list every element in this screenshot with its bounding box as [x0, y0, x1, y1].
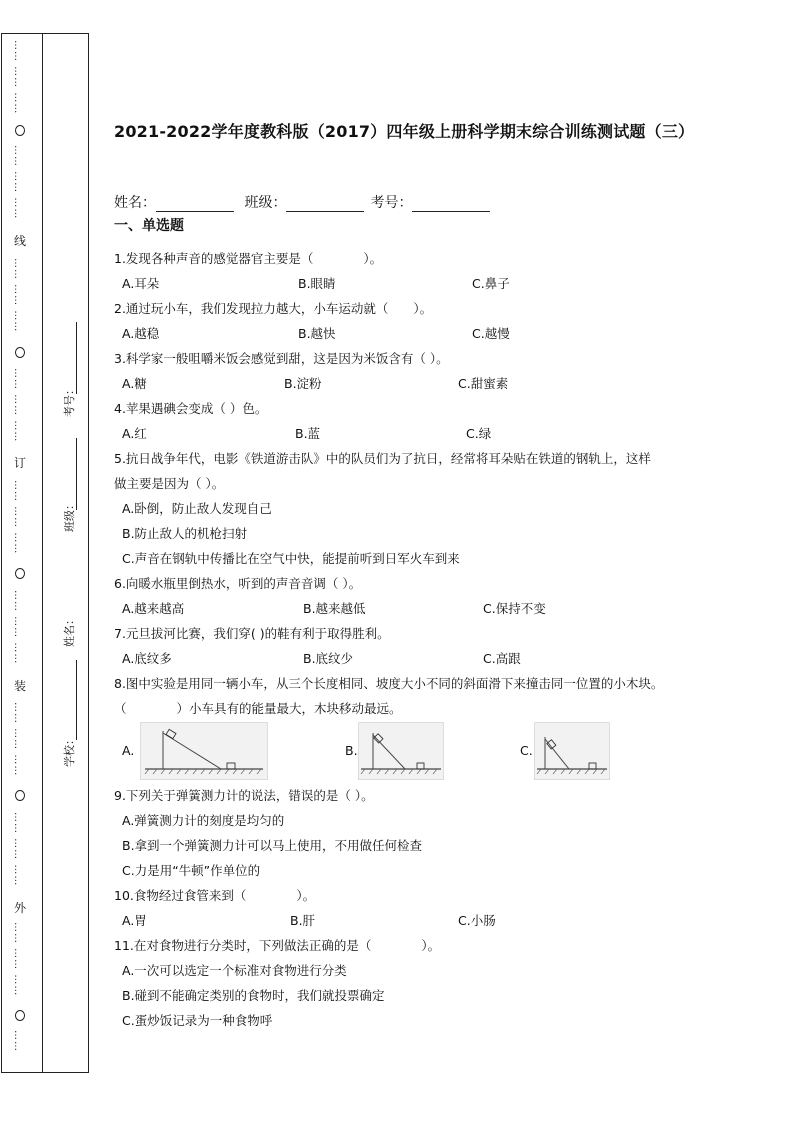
question-5-option-a[interactable]: A.卧倒，防止敌人发现自己	[122, 501, 272, 516]
question-8-stem: 8.图中实验是用同一辆小车，从三个长度相同、坡度大小不同的斜面滑下来撞击同一位置的小木块。	[114, 676, 664, 691]
section-title: 一、单选题	[114, 218, 184, 234]
question-6-option-c[interactable]: C.保持不变	[483, 601, 546, 616]
question-10-option-c[interactable]: C.小肠	[458, 913, 496, 928]
margin-circle-5	[12, 1010, 28, 1024]
question-11-stem: 11.在对食物进行分类时，下列做法正确的是（ ）。	[114, 938, 441, 953]
margin-dots-5: …… …… ……	[12, 480, 23, 555]
question-8-option-a[interactable]: A.	[122, 743, 135, 758]
margin-mark-ding: 订	[13, 456, 26, 470]
question-7-option-c[interactable]: C.高跟	[483, 651, 521, 666]
margin-circle-4	[12, 790, 28, 804]
question-6-stem: 6.向暖水瓶里倒热水，听到的声音音调（ ）。	[114, 576, 362, 591]
question-7-option-b[interactable]: B.底纹少	[303, 651, 354, 666]
margin-circle-2	[12, 347, 28, 361]
margin-field-number: 考号：	[63, 384, 76, 417]
margin-dots-10: ……	[12, 1030, 23, 1052]
margin-dots-7: …… …… ……	[12, 702, 23, 777]
question-3-option-a[interactable]: A.糖	[122, 376, 147, 391]
question-8-stem-cont: （ ）小车具有的能量最大，木块移动最远。	[114, 701, 402, 716]
class-blank[interactable]	[286, 197, 364, 212]
margin-field-school: 学校：	[63, 734, 76, 767]
margin-mark-line: 线	[13, 234, 26, 248]
question-3-stem: 3.科学家一般咀嚼米饭会感觉到甜，这是因为米饭含有（ ）。	[114, 351, 449, 366]
margin-dots-4: …… …… ……	[12, 368, 23, 443]
question-7-option-a[interactable]: A.底纹多	[122, 651, 172, 666]
margin-mark-wai: 外	[13, 901, 26, 915]
margin-number-line	[76, 322, 77, 394]
question-7-stem: 7.元旦拔河比赛，我们穿( )的鞋有利于取得胜利。	[114, 626, 390, 641]
margin-dots-6: …… …… ……	[12, 590, 23, 665]
margin-school-line	[76, 660, 77, 740]
margin-circle-1	[12, 125, 28, 139]
page-title: 2021-2022学年度教科版（2017）四年级上册科学期末综合训练测试题（三）	[114, 122, 695, 141]
question-11-option-b[interactable]: B.碰到不能确定类别的食物时，我们就投票确定	[122, 988, 385, 1003]
question-9-option-c[interactable]: C.力是用“牛顿”作单位的	[122, 863, 261, 878]
margin-field-name: 姓名：	[63, 614, 76, 647]
question-5-option-c[interactable]: C.声音在钢轨中传播比在空气中快，能提前听到日军火车到来	[122, 551, 460, 566]
question-4-stem: 4.苹果遇碘会变成（ ）色。	[114, 401, 268, 416]
name-label: 姓名：	[114, 195, 156, 211]
question-1-option-b[interactable]: B.眼睛	[298, 276, 336, 291]
margin-mark-zhuang: 装	[13, 679, 26, 693]
margin-class-line	[76, 438, 77, 510]
question-2-option-a[interactable]: A.越稳	[122, 326, 160, 341]
question-2-option-c[interactable]: C.越慢	[472, 326, 510, 341]
margin-field-class: 班级：	[63, 499, 76, 532]
margin-dots-8: …… …… ……	[12, 812, 23, 887]
question-9-stem: 9.下列关于弹簧测力计的说法，错误的是（ ）。	[114, 788, 374, 803]
number-label: 考号：	[370, 195, 413, 211]
question-4-option-c[interactable]: C.绿	[466, 426, 492, 441]
question-1-option-c[interactable]: C.鼻子	[472, 276, 510, 291]
question-10-stem: 10.食物经过食管来到（ ）。	[114, 888, 316, 903]
ramp-figure-c	[534, 722, 610, 780]
question-8-option-b[interactable]: B.	[345, 743, 358, 758]
question-8-option-c[interactable]: C.	[520, 743, 533, 758]
question-4-option-b[interactable]: B.蓝	[295, 426, 321, 441]
student-info	[114, 192, 496, 212]
question-6-option-b[interactable]: B.越来越低	[303, 601, 366, 616]
margin-dots-3: …… …… ……	[12, 258, 23, 333]
question-6-option-a[interactable]: A.越来越高	[122, 601, 185, 616]
question-3-option-c[interactable]: C.甜蜜素	[458, 376, 509, 391]
margin-dots-9: …… …… ……	[12, 922, 23, 997]
class-label: 班级：	[244, 195, 287, 211]
name-blank[interactable]	[156, 197, 234, 212]
question-11-option-a[interactable]: A.一次可以选定一个标准对食物进行分类	[122, 963, 347, 978]
question-5-option-b[interactable]: B.防止敌人的机枪扫射	[122, 526, 248, 541]
margin-dots-1: …… …… ……	[12, 40, 23, 115]
ramp-figure-a	[140, 722, 268, 780]
question-9-option-b[interactable]: B.拿到一个弹簧测力计可以马上使用，不用做任何检查	[122, 838, 423, 853]
number-blank[interactable]	[412, 197, 490, 212]
question-4-option-a[interactable]: A.红	[122, 426, 147, 441]
question-2-option-b[interactable]: B.越快	[298, 326, 336, 341]
question-1-option-a[interactable]: A.耳朵	[122, 276, 160, 291]
margin-divider	[42, 34, 43, 1072]
question-9-option-a[interactable]: A.弹簧测力计的刻度是均匀的	[122, 813, 285, 828]
question-11-option-c[interactable]: C.蛋炒饭记录为一种食物呼	[122, 1013, 273, 1028]
margin-circle-3	[12, 568, 28, 582]
question-10-option-b[interactable]: B.肝	[290, 913, 316, 928]
ramp-figure-b	[358, 722, 444, 780]
question-2-stem: 2.通过玩小车，我们发现拉力越大，小车运动就（ ）。	[114, 301, 433, 316]
question-5-stem-cont: 做主要是因为（ ）。	[114, 476, 225, 491]
question-3-option-b[interactable]: B.淀粉	[284, 376, 322, 391]
question-5-stem: 5.抗日战争年代，电影《铁道游击队》中的队员们为了抗日，经常将耳朵贴在铁道的钢轨上，这样	[114, 451, 651, 466]
question-10-option-a[interactable]: A.胃	[122, 913, 147, 928]
question-1-stem: 1.发现各种声音的感觉器官主要是（ ）。	[114, 251, 383, 266]
margin-dots-2: …… …… ……	[12, 145, 23, 220]
